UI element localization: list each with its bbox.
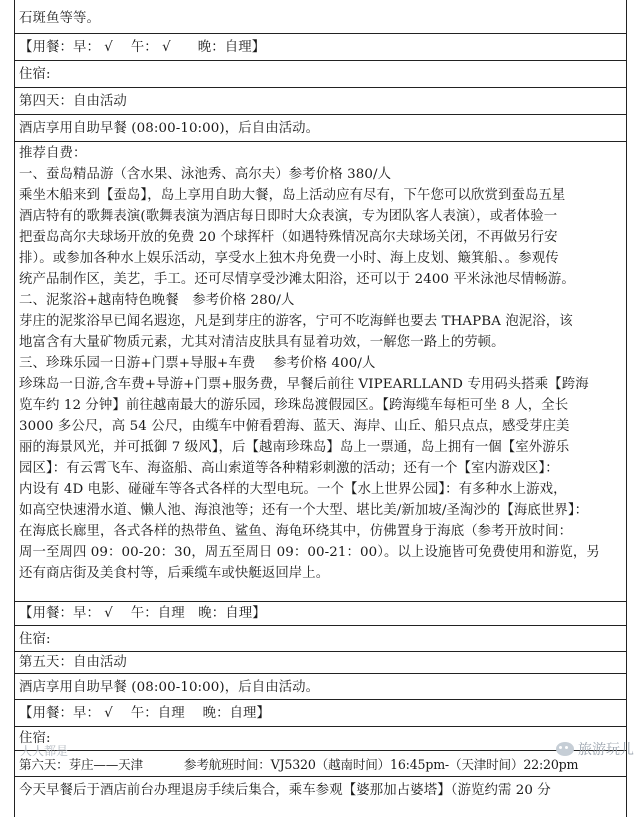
row-meals-day3 <box>15 34 626 61</box>
text-option1-title: 一、蚕岛精品游（含水果、泳池秀、高尔夫）参考价格 380/人 <box>19 167 392 182</box>
text-option3-line1: 珍珠岛一日游,含车费+导游+门票+服务费，早餐后前往 VIPEARLLAND 专用码头搭乘【跨海 <box>19 377 589 392</box>
text-day5-breakfast: 酒店享用自助早餐 (08:00-10:00)，后自由活动。 <box>19 680 320 695</box>
row-optional-activities <box>15 142 626 602</box>
text-option2-line2: 地富含有大量矿物质元素，尤其对清洁皮肤具有显着功效，一解您一路上的劳顿。 <box>19 335 505 350</box>
row-meals-day4 <box>15 602 626 626</box>
text-option3-line4: 丽的海景风光，并可抵御 7 级风】，后【越南珍珠岛】岛上一票通，岛上拥有一個【室外游乐 <box>19 440 570 455</box>
text-option1-line3: 把蚕岛高尔夫球场开放的免费 20 个球挥杆（如遇特殊情况高尔夫球场关闭，不再做另行安 <box>19 230 558 245</box>
text-option3-line6: 内设有 4D 电影、碰碰车等各式各样的大型电玩。一个【水上世界公园】：有多种水上游戏， <box>19 482 567 497</box>
itinerary-table <box>14 0 627 817</box>
row-day6-detail <box>15 777 626 817</box>
text-option3-title: 三、珍珠乐园一日游+门票+导服+车费 参考价格 400/人 <box>19 356 376 371</box>
text-option3-line8: 在海底长廊里，各式各样的热带鱼、鲨鱼、海龟环绕其中，仿佛置身于海底（参考开放时间： <box>19 524 573 539</box>
watermark-left-text: 人人都是 <box>20 744 69 758</box>
row-day5-breakfast <box>15 674 626 700</box>
watermark-left <box>20 742 68 759</box>
text-day6-title: 第六天：芽庄——天津 参考航班时间：VJ5320（越南时间）16:45pm-（天津时间）22:20pm <box>19 757 579 772</box>
row-lodging-day5 <box>15 727 626 751</box>
text-option1-line2: 酒店特有的歌舞表演(歌舞表演为酒店每日即时大众表演，专为团队客人表演），或者体验一 <box>19 209 558 224</box>
text-lodging-day3: 住宿: <box>19 67 51 82</box>
text-day6-detail: 今天早餐后于酒店前台办理退房手续后集合，乘车参观【婆那加占婆塔】（游览约需 20 分 <box>19 783 551 798</box>
text-meals-day4: 【用餐：早： √ 午：自理 晚：自理】 <box>19 606 266 621</box>
watermark-right <box>556 739 634 759</box>
text-option1-line4: 排）。或参加各种水上娱乐活动，享受水上独木舟免费一小时、海上皮划、簸箕船、。参观传 <box>19 251 559 266</box>
text-option3-line7: 如高空快速滑水道、懒人池、海浪池等；还有一个大型、堪比美/新加坡/圣淘沙的【海底世界】： <box>19 503 589 518</box>
watermark-right-text: 旅游玩儿 <box>578 742 634 758</box>
text-option1-line5: 统产品制作区，美艺，手工。还可尽情享受沙滩太阳浴，还可以于 2400 平米泳池尽情畅游。 <box>19 272 575 287</box>
text-fish-note: 石斑鱼等等。 <box>19 11 100 26</box>
row-meals-day5 <box>15 700 626 727</box>
text-lodging-day4: 住宿: <box>19 632 51 647</box>
text-option3-line2: 览车约 12 分钟】前往越南最大的游乐园，珍珠岛渡假园区。【跨海缆车每柜可坐 8 人，全长 <box>19 398 569 413</box>
text-meals-day3: 【用餐：早： √ 午： √ 晚：自理】 <box>19 40 266 55</box>
text-meals-day5: 【用餐：早： √ 午：自理 晚：自理】 <box>19 706 271 721</box>
wechat-icon <box>556 742 574 756</box>
row-fish-note <box>15 0 626 34</box>
text-option3-line10: 还有商店街及美食村等，后乘缆车或快艇返回岸上。 <box>19 566 330 581</box>
row-day5-title <box>15 652 626 674</box>
text-option2-line1: 芽庄的泥浆浴早已闻名遐迩，凡是到芽庄的游客，宁可不吃海鲜也要去 THAPBA 泡泥浴，该 <box>19 314 573 329</box>
text-option3-line5: 园区】：有云霄飞车、海盗船、高山索道等各种精彩刺激的活动；还有一个【室内游戏区】： <box>19 461 559 476</box>
text-optional-heading: 推荐自费： <box>19 146 87 161</box>
text-day4-title: 第四天：自由活动 <box>19 94 127 109</box>
text-option3-line3: 3000 多公尺，高 54 公尺，由缆车中俯看碧海、蓝天、海岸、山丘、船只点点，感受芽庄美 <box>19 419 570 434</box>
row-lodging-day3 <box>15 61 626 88</box>
row-day6-title <box>15 751 626 777</box>
text-lodging-day5: 住宿: <box>19 731 51 746</box>
row-day4-title <box>15 88 626 115</box>
text-option2-title: 二、泥浆浴+越南特色晚餐 参考价格 280/人 <box>19 293 295 308</box>
text-option3-line9: 周一至周四 09：00-20：30，周五至周日 09：00-21：00）。以上设施皆可免费使用和游览，另 <box>19 545 600 560</box>
text-day4-breakfast: 酒店享用自助早餐 (08:00-10:00)，后自由活动。 <box>19 121 320 136</box>
row-day4-breakfast <box>15 115 626 142</box>
text-day5-title: 第五天：自由活动 <box>19 655 127 670</box>
text-option1-line1: 乘坐木船来到【蚕岛】，岛上享用自助大餐，岛上活动应有尽有，下午您可以欣赏到蚕岛五星 <box>19 188 566 203</box>
row-lodging-day4 <box>15 626 626 652</box>
